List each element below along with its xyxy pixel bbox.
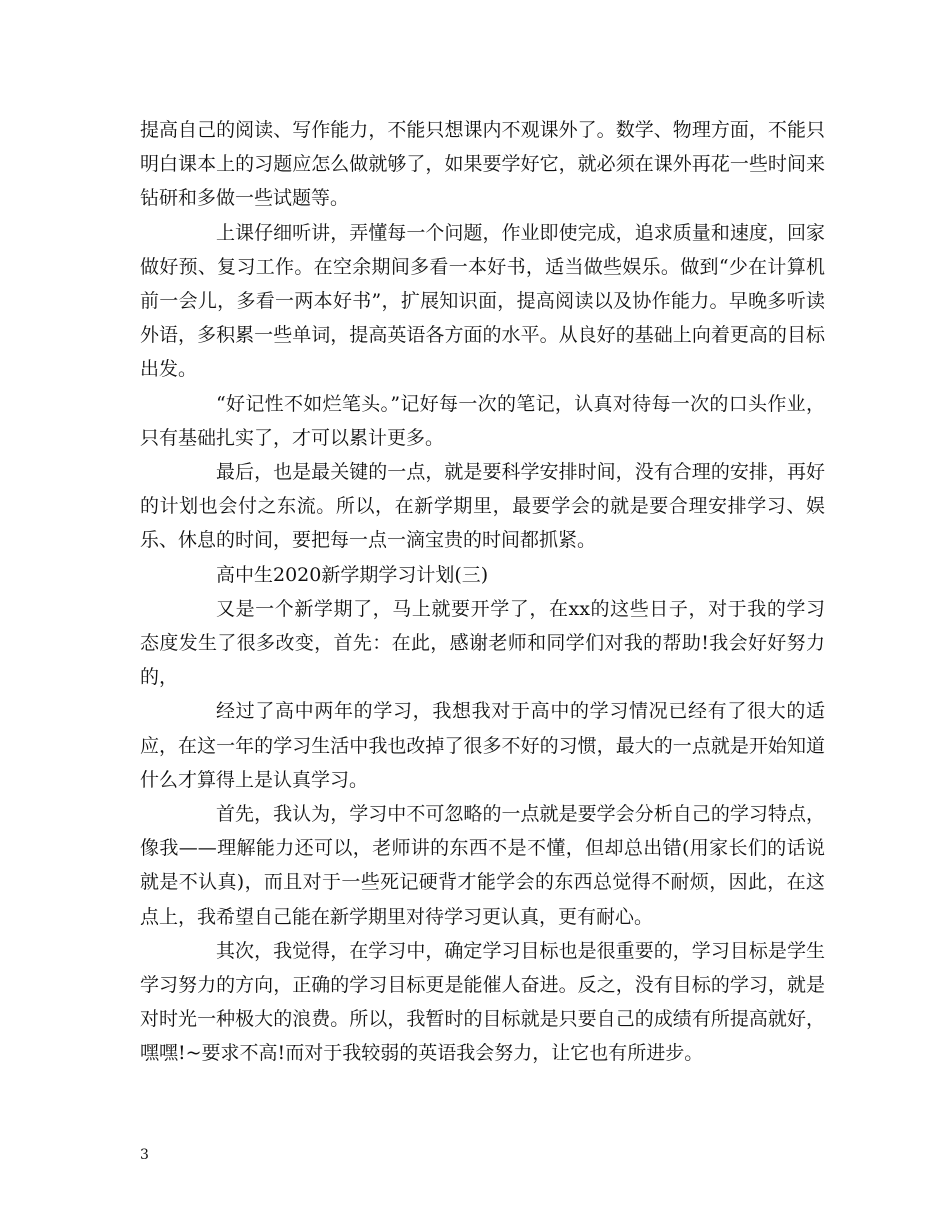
paragraph: 提高自己的阅读、写作能力，不能只想课内不观课外了。数学、物理方面，不能只明白课本上的习题应怎么做就够了，如果要学好它，就必须在课外再花一些时间来钻研和多做一些试题等。 <box>140 119 825 210</box>
page-number: 3 <box>140 1147 149 1163</box>
paragraph: 首先，我认为，学习中不可忽略的一点就是要学会分析自己的学习特点，像我——理解能力还可以，老师讲的东西不是不懂，但却总出错(用家长们的话说就是不认真)，而且对于一些死记硬背才能学会的东西总觉得不耐烦，因此，在这点上，我希望自己能在新学期里对待学习更认真，更有耐心。 <box>140 803 825 928</box>
document-body <box>140 113 825 1071</box>
paragraph: 最后，也是最关键的一点，就是要科学安排时间，没有合理的安排，再好的计划也会付之东流。所以，在新学期里，最要学会的就是要合理安排学习、娱乐、休息的时间，要把每一点一滴宝贵的时间都抓紧。 <box>140 461 825 552</box>
section-heading: 高中生2020新学期学习计划(三) <box>216 563 489 586</box>
paragraph: 又是一个新学期了，马上就要开学了，在xx的这些日子，对于我的学习态度发生了很多改变，首先：在此，感谢老师和同学们对我的帮助!我会好好努力的， <box>140 597 825 689</box>
paragraph: 其次，我觉得，在学习中，确定学习目标也是很重要的，学习目标是学生学习努力的方向，正确的学习目标更是能催人奋进。反之，没有目标的学习，就是对时光一种极大的浪费。所以，我暂时的目标就是只要自己的成绩有所提高就好，嘿嘿!~要求不高!而对于我较弱的英语我会努力，让它也有所进步。 <box>140 939 825 1065</box>
paragraph: 上课仔细听讲，弄懂每一个问题，作业即使完成，追求质量和速度，回家做好预、复习工作。在空余期间多看一本好书，适当做些娱乐。做到“少在计算机前一会儿，多看一两本好书”，扩展知识面，提高阅读以及协作能力。早晚多听读外语，多积累一些单词，提高英语各方面的水平。从良好的基础上向着更高的目标出发。 <box>140 221 825 381</box>
paragraph: 经过了高中两年的学习，我想我对于高中的学习情况已经有了很大的适应，在这一年的学习生活中我也改掉了很多不好的习惯，最大的一点就是开始知道什么才算得上是认真学习。 <box>140 700 825 791</box>
paragraph: “好记性不如烂笔头。”记好每一次的笔记，认真对待每一次的口头作业，只有基础扎实了，才可以累计更多。 <box>140 392 825 449</box>
